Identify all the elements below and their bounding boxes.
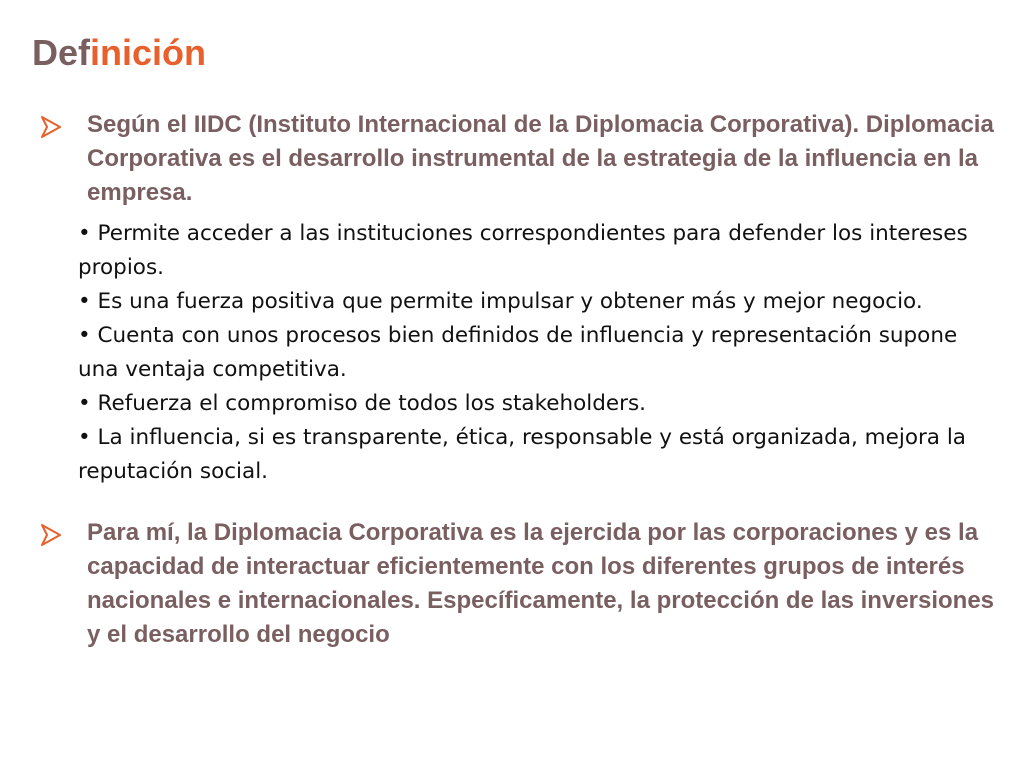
bullet-item: • La influencia, si es transparente, ética, responsable y está organizada, mejora la reputación social. (78, 425, 966, 484)
slide-title (32, 30, 206, 76)
bullet-item: • Cuenta con unos procesos bien definidos de influencia y representación supone una ventaja competitiva. (78, 323, 958, 382)
arrow-bullet-icon (40, 115, 62, 139)
bullet-item: • Es una fuerza positiva que permite impulsar y obtener más y mejor negocio. (78, 289, 923, 314)
title-part-1: Def (32, 32, 91, 73)
bullet-item: • Refuerza el compromiso de todos los stakeholders. (78, 391, 647, 416)
arrow-bullet-icon (40, 523, 62, 547)
definition-point-iidc: Según el IIDC (Instituto Internacional de la Diplomacia Corporativa). Diplomacia Corporativa es el desarrollo instrumental de la estrategia de la influencia en la empresa. (87, 111, 994, 206)
bullet-item: • Permite acceder a las instituciones correspondientes para defender los intereses propios. (78, 221, 968, 280)
title-part-2: inición (90, 32, 207, 73)
bullet-list (78, 217, 1003, 489)
definition-point-personal: Para mí, la Diplomacia Corporativa es la ejercida por las corporaciones y es la capacidad de interactuar eficientemente con los diferentes grupos de interés nacionales e internacionales. Específicamente, la protección de las inversiones y el desarrollo del negocio (87, 519, 995, 648)
